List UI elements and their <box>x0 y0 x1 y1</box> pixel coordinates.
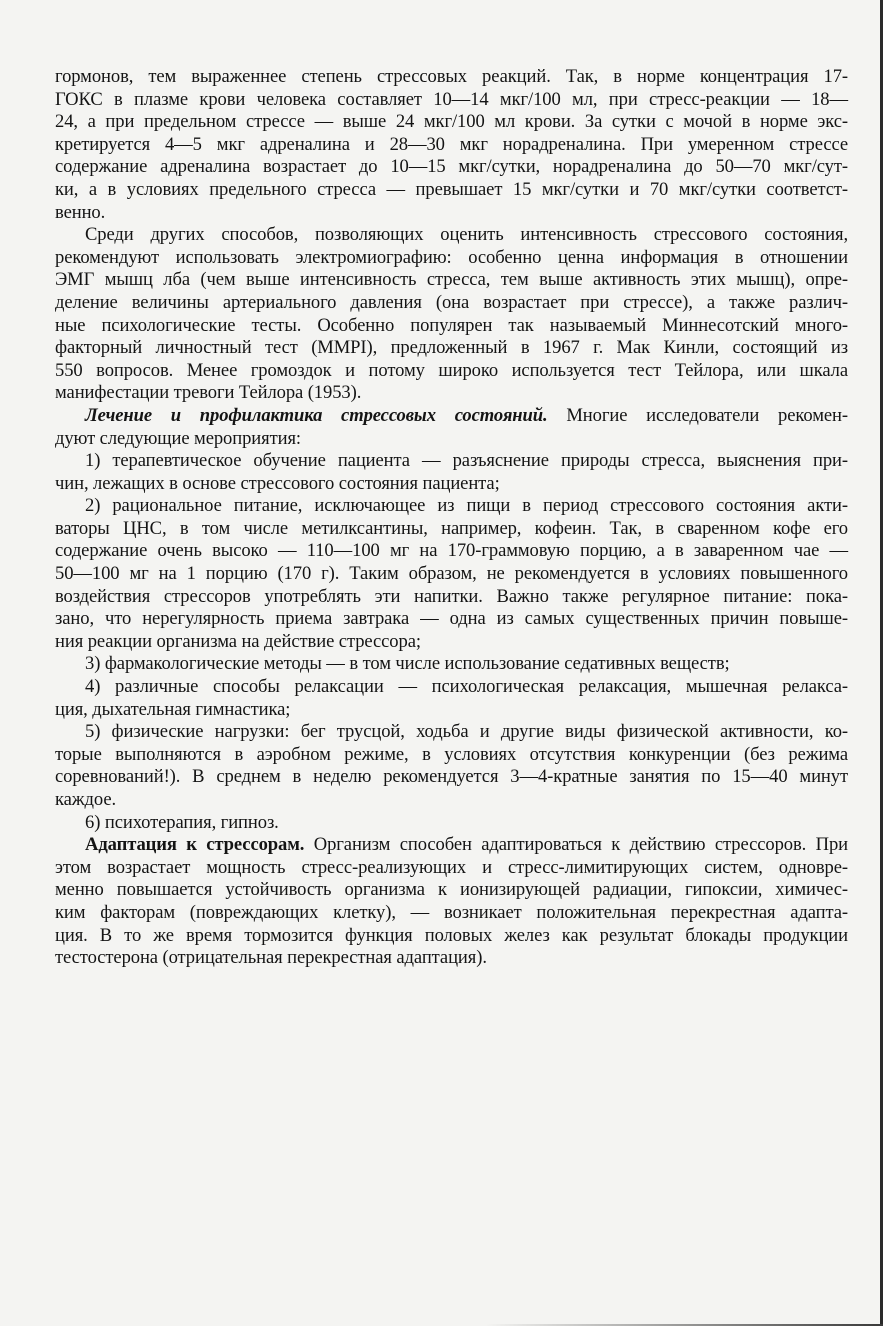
list-item <box>55 450 848 495</box>
text-line: содержание очень высоко — 110—100 мг на 170-граммовую порцию, а в заваренном чае — <box>55 540 848 562</box>
text-line: ваторы ЦНС, в том числе метилксантины, например, кофеин. Так, в сваренном кофе его <box>55 517 848 539</box>
text-line: 6) психотерапия, гипноз. <box>85 811 279 833</box>
text-line <box>55 834 848 857</box>
paragraph-treatment-intro <box>55 405 848 450</box>
text-line: гормонов, тем выраженнее степень стрессовых реакций. Так, в норме концентрация 17- <box>55 66 848 87</box>
text-line: воздействия стрессоров употреблять эти напитки. Важно также регулярное питание: пока- <box>55 585 848 607</box>
text-line: чин, лежащих в основе стрессового состояния пациента; <box>55 472 500 494</box>
text-line: ния реакции организма на действие стрессора; <box>55 630 421 652</box>
list-item <box>55 653 848 676</box>
text-line: торые выполняются в аэробном режиме, в условиях отсутствия конкуренции (без режима <box>55 743 848 765</box>
text-line: 50—100 мг на 1 порцию (170 г). Таким образом, не рекомендуется в условиях повышенного <box>55 563 848 585</box>
text-line: менно повышается устойчивость организма к ионизирующей радиации, гипоксии, химичес- <box>55 879 848 901</box>
text-line: ким факторам (повреждающих клетку), — возникает положительная перекрестная адапта- <box>55 901 848 923</box>
text-line: содержание адреналина возрастает до 10—15 мкг/сутки, норадреналина до 50—70 мкг/сут- <box>55 156 848 178</box>
text-line: рекомендуют использовать электромиографию: особенно ценна информация в отношении <box>55 246 848 268</box>
text-line: 24, а при предельном стрессе — выше 24 мкг/100 мл крови. За сутки с мочой в норме экс- <box>55 111 848 133</box>
text-line: соревнований!). В среднем в неделю рекомендуется 3—4-кратные занятия по 15—40 минут <box>55 766 848 788</box>
text-line: факторный личностный тест (MMPI), предложенный в 1967 г. Мак Кинли, состоящий из <box>55 337 848 359</box>
text-line: дуют следующие мероприятия: <box>55 427 301 449</box>
text-line: манифестации тревоги Тейлора (1953). <box>55 382 362 404</box>
section-heading-adaptation: Адаптация к стрессорам. <box>85 834 305 856</box>
text-line: ГОКС в плазме крови человека составляет 10—14 мкг/100 мл, при стресс-реакции — 18— <box>55 88 848 110</box>
section-heading-treatment: Лечение и профилактика стрессовых состояний. <box>85 404 548 426</box>
text-line: каждое. <box>55 789 117 810</box>
text-line: 1) терапевтическое обучение пациента — разъяснение природы стресса, выяснения при- <box>85 450 848 472</box>
text-line: венно. <box>55 201 106 223</box>
text-line: этом возрастает мощность стресс-реализующих и стресс-лимитирующих систем, одновре- <box>55 856 848 878</box>
text-line: ные психологические тесты. Особенно популярен так называемый Миннесотский много- <box>55 314 848 336</box>
text-fragment: Организм способен адаптироваться к действию стрессоров. При <box>304 834 848 856</box>
list-item <box>55 721 848 811</box>
text-line: деление величины артериального давления (она возрастает при стрессе), а также различ- <box>55 291 848 313</box>
text-line: зано, что нерегулярность приема завтрака — одна из самых существенных причин повыше- <box>55 608 848 630</box>
text-line: ки, а в условиях предельного стресса — превышает 15 мкг/сутки и 70 мкг/сутки соответст- <box>55 178 848 200</box>
page-body <box>55 66 848 970</box>
text-line <box>55 405 848 428</box>
text-line: кретируется 4—5 мкг адреналина и 28—30 мкг норадреналина. При умеренном стрессе <box>55 133 848 155</box>
text-line: 4) различные способы релаксации — психологическая релаксация, мышечная релакса- <box>85 676 848 698</box>
paragraph-hormones <box>55 66 848 224</box>
text-line: 3) фармакологические методы — в том числе использование седативных веществ; <box>85 653 730 675</box>
text-line: 5) физические нагрузки: бег трусцой, ходьба и другие виды физической активности, ко- <box>85 721 848 743</box>
text-line: ция, дыхательная гимнастика; <box>55 698 291 720</box>
text-line: ЭМГ мышц лба (чем выше интенсивность стресса, тем выше активность этих мышц), опре- <box>55 269 848 291</box>
text-line: 2) рациональное питание, исключающее из пищи в период стрессового состояния акти- <box>85 495 848 517</box>
paragraph-assessment-methods <box>55 224 848 405</box>
text-line: тестостерона (отрицательная перекрестная адаптация). <box>55 947 487 969</box>
text-line: ция. В то же время тормозится функция половых желез как результат блокады продукции <box>55 924 848 946</box>
text-line: 550 вопросов. Менее громоздок и потому широко используется тест Тейлора, или шкала <box>55 359 848 381</box>
list-item <box>55 676 848 721</box>
list-item <box>55 495 848 653</box>
text-fragment: Многие исследователи рекомен- <box>547 404 848 426</box>
paragraph-adaptation <box>55 834 848 970</box>
text-line: Среди других способов, позволяющих оценить интенсивность стрессового состояния, <box>85 224 848 246</box>
list-item <box>55 812 848 835</box>
